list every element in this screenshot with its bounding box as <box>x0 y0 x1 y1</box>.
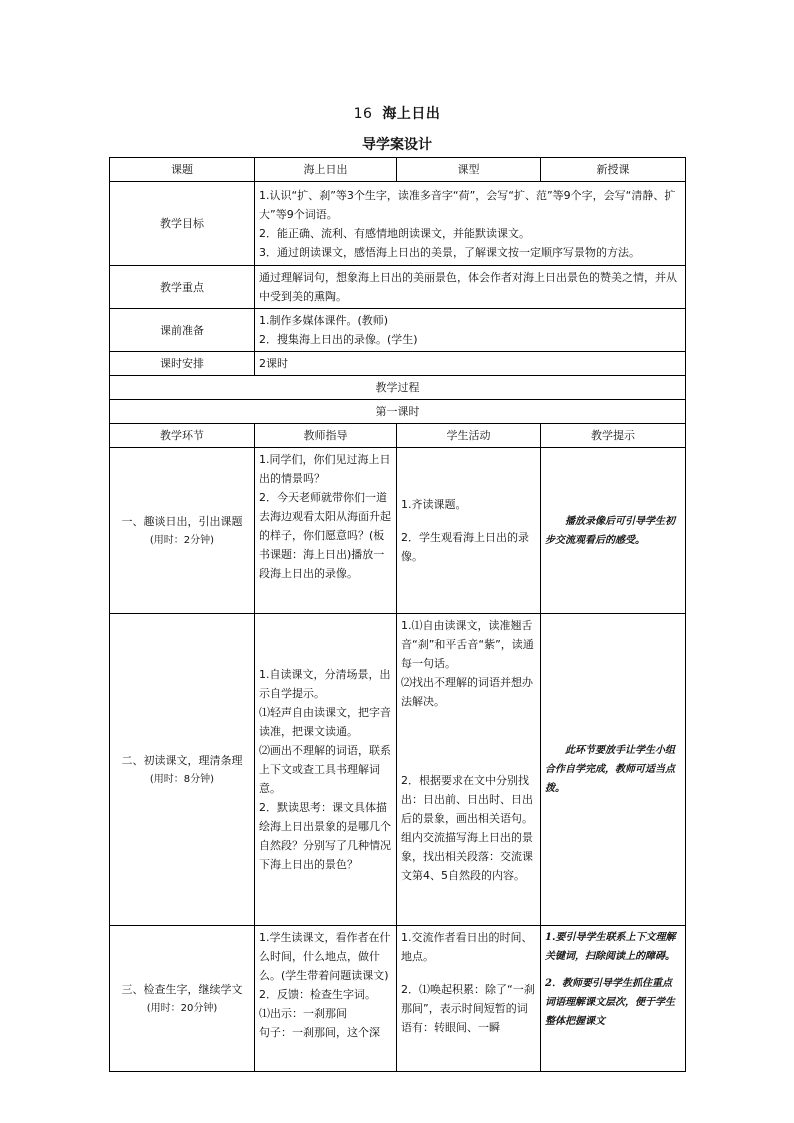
prep-row <box>110 309 686 352</box>
tip-text: 播放录像后可引导学生初步交流观看后的感受。 <box>545 515 675 546</box>
teacher-step: 2．反馈：检查生字词。 <box>259 988 376 1001</box>
tip-cell <box>541 448 686 614</box>
teacher-step: 1.同学们，你们见过海上日出的情景吗？ <box>259 453 391 485</box>
student-step: 2．⑴唤起积累：除了“一刹那间”，表示时间短暂的词语有：转眼间、一瞬 <box>401 983 535 1034</box>
tip-text: 2．教师要引导学生抓住重点词语理解课文层次，便于学生整体把握课文 <box>545 978 675 1027</box>
student-step: 2．学生观看海上日出的录像。 <box>401 531 529 563</box>
goals-label: 教学目标 <box>110 182 255 266</box>
teacher-cell <box>255 448 397 614</box>
type-value: 新授课 <box>541 158 686 182</box>
teacher-step: 1.自读课文，分清场景，出示自学提示。 <box>259 668 391 700</box>
goal-item: 3．通过朗读课文，感悟海上日出的美景，了解课文按一定顺序写景物的方法。 <box>259 245 640 259</box>
teacher-step: 2．默读思考：课文具体描绘海上日出景象的是哪几个自然段？分别写了几种情况下海上日出的景色？ <box>259 801 391 871</box>
student-cell <box>397 926 541 1072</box>
course-row <box>110 158 686 182</box>
teacher-cell <box>255 926 397 1072</box>
session-title: 第一课时 <box>110 400 686 424</box>
goals-row <box>110 182 686 266</box>
table-row <box>110 926 686 1072</box>
goals-cell <box>255 182 686 266</box>
lesson-plan-table <box>109 157 686 1072</box>
teacher-step: 句子：一刹那间，这个深 <box>259 1026 380 1039</box>
stage-cell <box>110 448 255 614</box>
stage-name: 二、初读课文，理清条理 <box>121 753 243 767</box>
tip-text: 此环节要放手让学生小组合作自学完成，教师可适当点拨。 <box>545 745 675 794</box>
student-cell <box>397 614 541 926</box>
tip-cell <box>541 926 686 1072</box>
teacher-step: 2．今天老师就带你们一道去海边观看太阳从海面升起的样子，你们愿意吗？(板书课题：海上日出)播放一段海上日出的录像。 <box>259 491 391 580</box>
stage-name: 三、检查生字，继续学文 <box>121 982 243 996</box>
student-step: 1.⑴自由读课文，读准翘舌音“刹”和平舌音“紫”，读通每一句话。 <box>401 619 534 670</box>
prep-cell <box>255 309 686 352</box>
teacher-step: 1.学生读课文，看作者在什么时间，什么地点，做什么。(学生带着问题读课文) <box>259 931 391 982</box>
hours-value: 2课时 <box>255 352 686 376</box>
prep-item: 1.制作多媒体课件。(教师) <box>259 314 389 327</box>
col-tip-header: 教学提示 <box>541 424 686 448</box>
teacher-step: ⑴出示：一刹那间 <box>259 1007 347 1020</box>
student-step: 1.齐读课题。 <box>401 498 467 511</box>
prep-item: 2．搜集海上日出的录像。(学生) <box>259 333 418 346</box>
process-title: 教学过程 <box>110 376 686 400</box>
col-stage-header: 教学环节 <box>110 424 255 448</box>
page-title <box>0 103 794 123</box>
key-label: 教学重点 <box>110 266 255 309</box>
teacher-cell <box>255 614 397 926</box>
prep-label: 课前准备 <box>110 309 255 352</box>
col-teacher-header: 教师指导 <box>255 424 397 448</box>
teacher-step: ⑴轻声自由读课文，把字音读准，把课文读通。 <box>259 706 391 738</box>
stage-name: 一、趣谈日出，引出课题 <box>121 514 243 528</box>
student-step: 2．根据要求在文中分别找出：日出前、日出时、日出后的景象，画出相关语句。组内交流描写海上日出的景象，找出相关段落：交流课文第4、5自然段的内容。 <box>401 774 533 882</box>
goal-item: 1.认识“扩、刹”等3个生字，读准多音字“荷”，会写“扩、范”等9个字，会写“清静、扩大”等9个词语。 <box>259 188 676 221</box>
key-row <box>110 266 686 309</box>
stage-cell <box>110 926 255 1072</box>
lesson-title: 海上日出 <box>382 106 441 122</box>
teacher-step: ⑵画出不理解的词语，联系上下文或查工具书理解词意。 <box>259 744 391 795</box>
course-value: 海上日出 <box>255 158 397 182</box>
hours-row <box>110 352 686 376</box>
goal-item: 2．能正确、流利、有感情地朗读课文，并能默读课文。 <box>259 226 530 240</box>
lesson-number: 16 <box>353 106 373 122</box>
hours-label: 课时安排 <box>110 352 255 376</box>
table-row <box>110 614 686 926</box>
tip-cell <box>541 614 686 926</box>
table-row <box>110 448 686 614</box>
student-step: 1.交流作者看日出的时间、地点。 <box>401 931 533 963</box>
process-header-row <box>110 424 686 448</box>
student-cell <box>397 448 541 614</box>
key-text: 通过理解词句，想象海上日出的美丽景色，体会作者对海上日出景色的赞美之情，并从中受到美的熏陶。 <box>255 266 686 309</box>
stage-time: (用时：20分钟) <box>146 1002 218 1014</box>
session-row <box>110 400 686 424</box>
stage-time: (用时：8分钟) <box>149 773 215 785</box>
document-subtitle: 导学案设计 <box>362 137 432 153</box>
stage-cell <box>110 614 255 926</box>
col-student-header: 学生活动 <box>397 424 541 448</box>
stage-time: (用时：2分钟) <box>149 534 215 546</box>
student-step: ⑵找出不理解的词语并想办法解决。 <box>401 676 533 708</box>
tip-text: 1.要引导学生联系上下文理解关键词，扫除阅读上的障碍。 <box>545 932 676 962</box>
type-label: 课型 <box>397 158 541 182</box>
process-title-row <box>110 376 686 400</box>
course-label: 课题 <box>110 158 255 182</box>
